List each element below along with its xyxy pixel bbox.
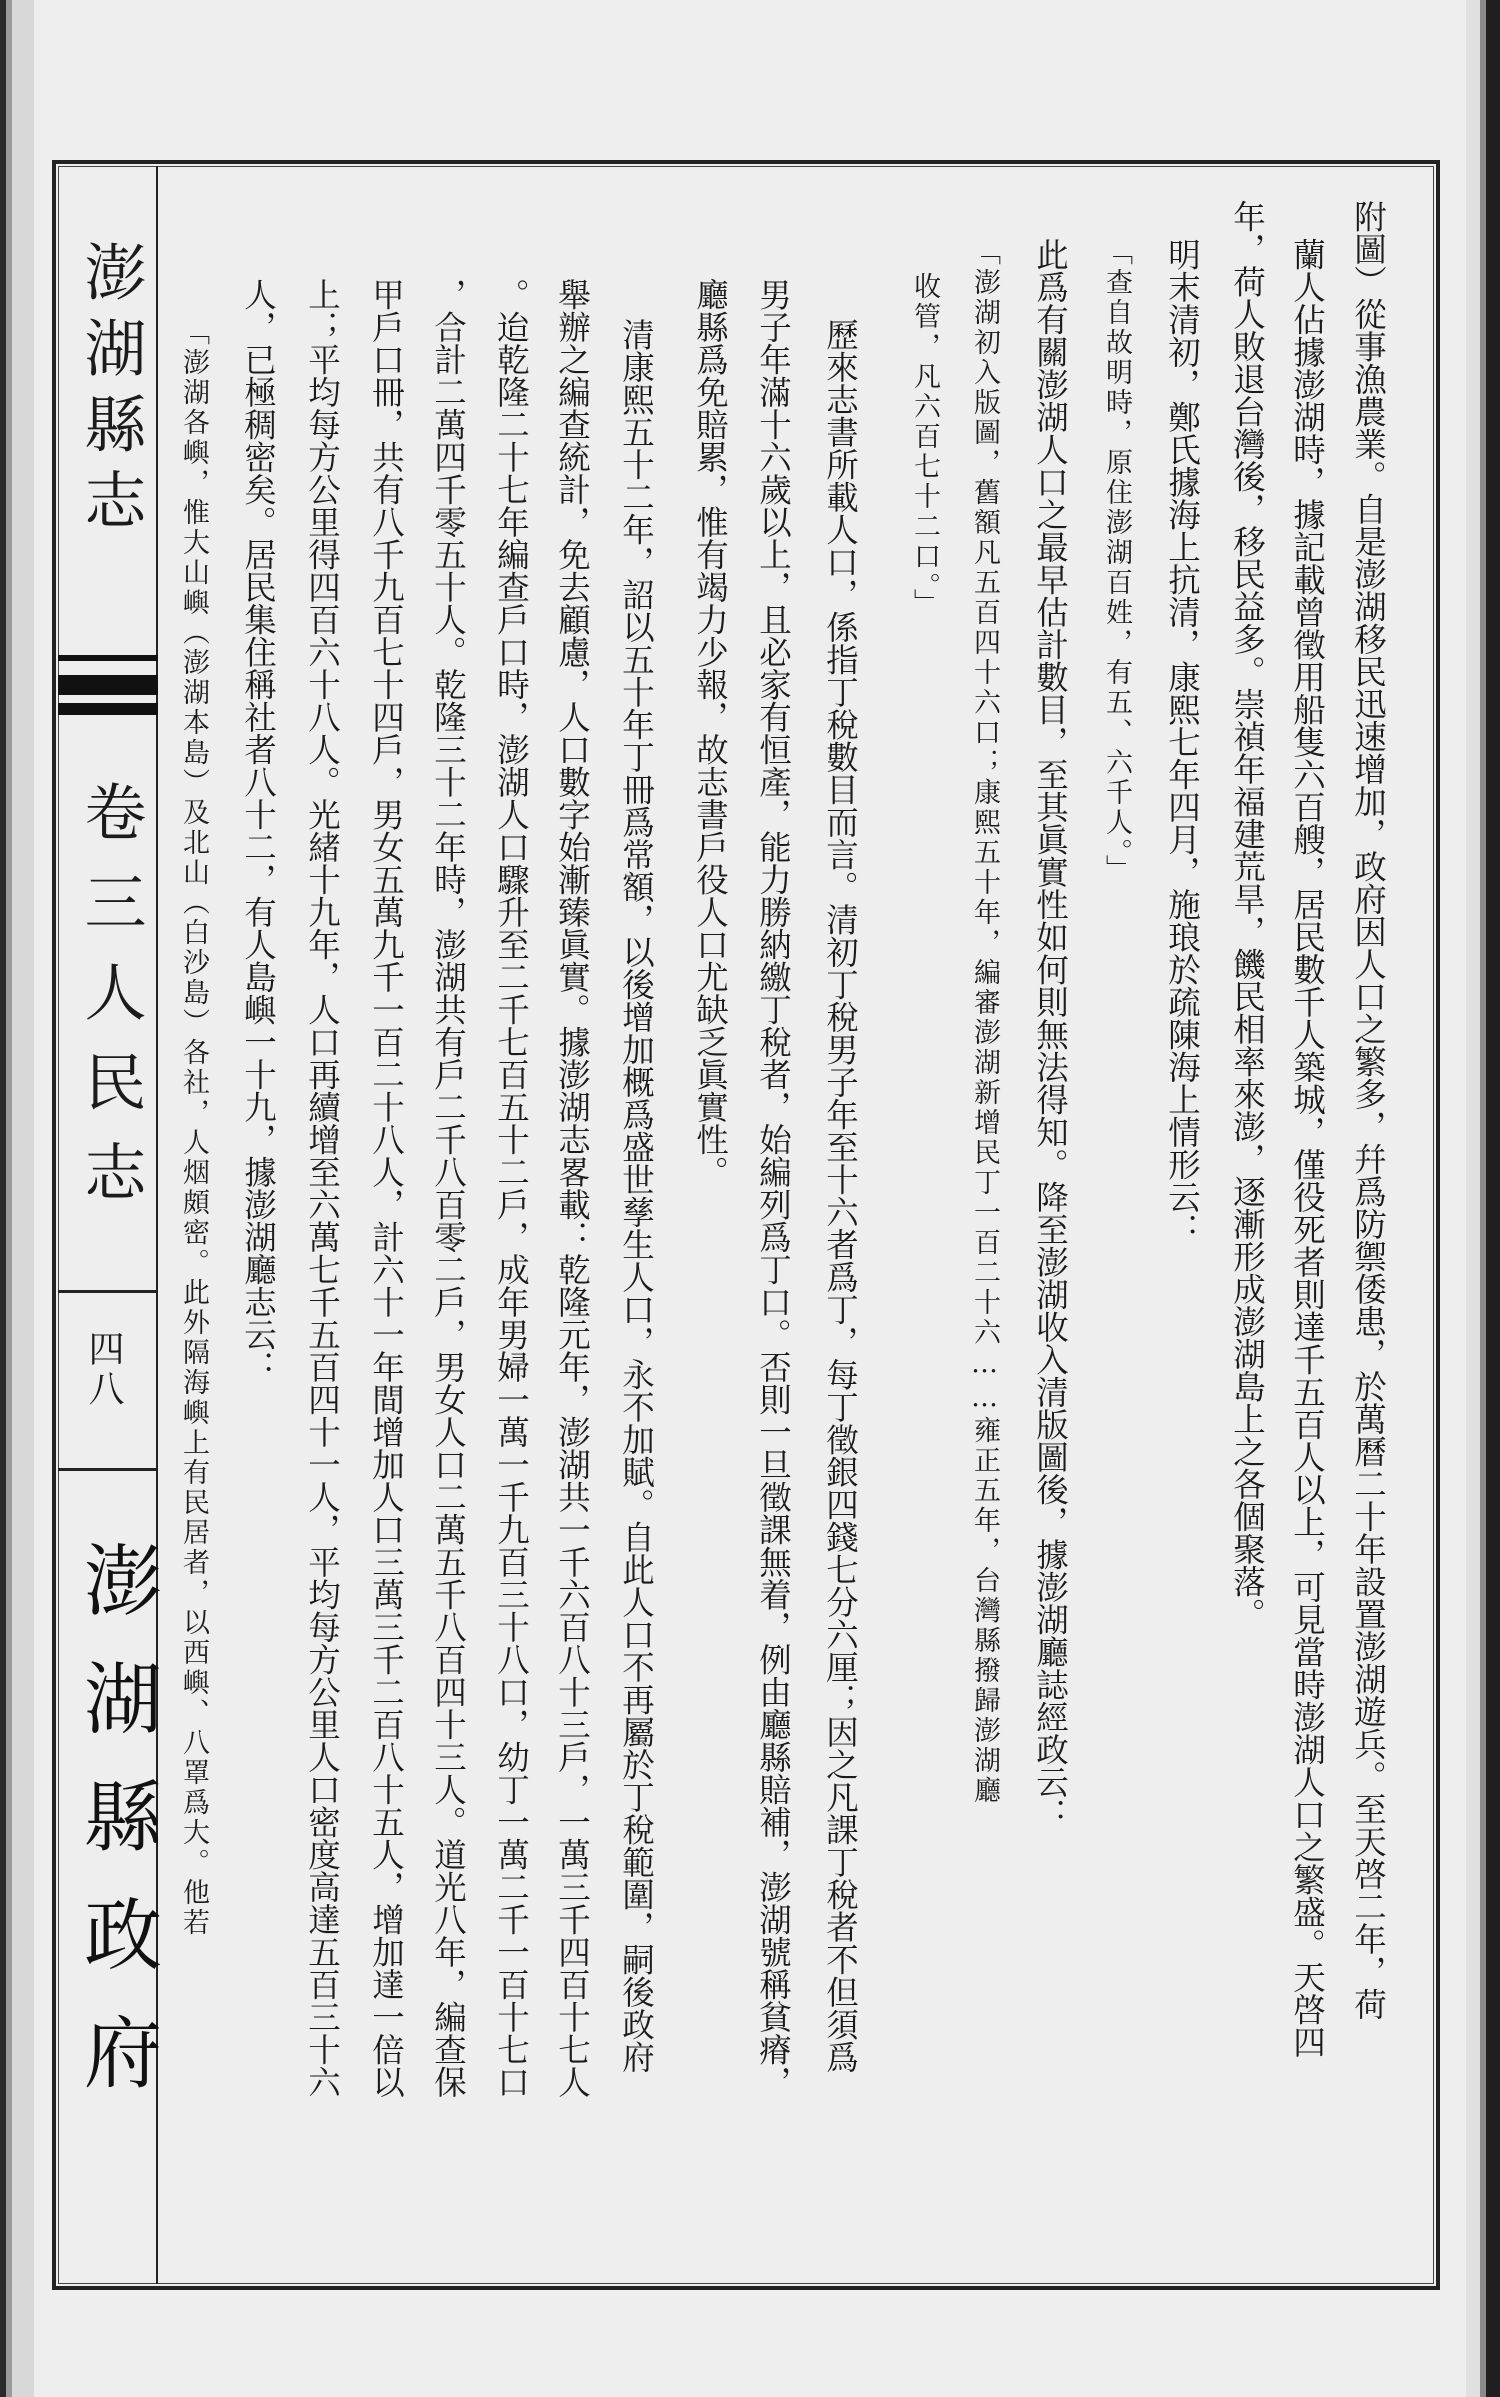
margin-separator-bottom bbox=[58, 1468, 158, 1471]
section-title: 卷三人民志 bbox=[74, 780, 147, 1230]
body-line: 上；平均每方公里得四百六十八人。光緒十九年，人口再續增至六萬七千五百四十一人，平均每方公里人口密度高達五百三十六 bbox=[303, 278, 342, 2098]
margin-separator-top bbox=[58, 1290, 158, 1293]
body-line: 清康熙五十二年，詔以五十年丁冊爲常額，以後增加概爲盛世孳生人口，永不加賦。自此人口不再屬於丁稅範圍，嗣後政府 bbox=[617, 318, 656, 2073]
body-line: 男子年滿十六歲以上，且必家有恒產，能力勝納繳丁稅者，始編列爲丁口。否則一旦徵課無着，例由廳縣賠補，澎湖號稱貧瘠， bbox=[754, 278, 793, 2098]
body-line-quote: 收管，凡六百七十二口。」 bbox=[909, 272, 940, 619]
body-line: 舉辦之編查統計，免去顧慮，人口數字始漸臻眞實。據澎湖志畧載：乾隆元年，澎湖共一千六百八十三戶，一萬三千四百十七人 bbox=[553, 278, 592, 2098]
body-line-quote: 「查自故明時，原住澎湖百姓，有五、六千人。」 bbox=[1101, 238, 1132, 885]
body-line: 。迨乾隆二十七年編查戶口時，澎湖人口驟升至二千七百五十二戶，成年男婦一萬一千九百三十八口，幼丁一萬二千一百十七口 bbox=[492, 278, 531, 2098]
page-number: 四八 bbox=[83, 1330, 124, 1410]
book-title: 澎湖縣志 bbox=[74, 240, 147, 544]
margin-separator-band bbox=[58, 655, 158, 715]
page-edge-left bbox=[0, 0, 34, 2397]
body-line: 歷來志書所載人口，係指丁稅數目而言。清初丁稅男子年至十六者爲丁，每丁徵銀四錢七分六厘；因之凡課丁稅者不但須爲 bbox=[821, 318, 860, 2073]
body-line: 甲戶口冊，共有八千九百七十四戶，男女五萬九千一百二十八人，計六十一年間增加人口三萬三千二百八十五人，增加達一倍以 bbox=[367, 278, 406, 2098]
page-edge-right bbox=[1466, 0, 1500, 2397]
body-line-quote: 「澎湖各嶼，惟大山嶼（澎湖本島）及北山（白沙島）各社，人烟頗密。此外隔海嶼上有民居者，以西嶼、八罩爲大。他若 bbox=[178, 318, 209, 1938]
footer-title: 澎湖縣政府 bbox=[71, 1540, 161, 2130]
body-line: 年，荷人敗退台灣後，移民益多。崇禎年福建荒旱，饑民相率來澎，逐漸形成澎湖島上之各個聚落。 bbox=[1228, 200, 1267, 1630]
body-line: 明末清初，鄭氏據海上抗清，康熙七年四月，施琅於疏陳海上情形云： bbox=[1163, 238, 1202, 1246]
body-line: 蘭人佔據澎湖時，據記載曾徵用船隻六百艘，居民數千人築城，僅役死者則達千五百人以上，可見當時澎湖人口之繁盛。天啓四 bbox=[1288, 238, 1327, 2058]
body-line: 廳縣爲免賠累，惟有竭力少報，故志書戶役人口尤缺乏眞實性。 bbox=[691, 278, 730, 1188]
body-line: 附圖）從事漁農業。自是澎湖移民迅速增加，政府因人口之繁多，幷爲防禦倭患，於萬曆二十年設置澎湖遊兵。至天啓二年，荷 bbox=[1349, 200, 1388, 2020]
body-line: ，合計二萬四千零五十人。乾隆三十二年時，澎湖共有戶二千八百零二戶，男女人口二萬五千八百四十三人。道光八年，編查保 bbox=[429, 278, 468, 2098]
body-line-quote: 「澎湖初入版圖，舊額凡五百四十六口；康熙五十年，編審澎湖新增民丁一百二十六……雍正五年，台灣縣撥歸澎湖廳 bbox=[969, 238, 1000, 1806]
body-line: 人，已極稠密矣。居民集住稱社者八十二，有人島嶼一十九，據澎湖廳志云： bbox=[239, 278, 278, 1383]
body-line: 此爲有關澎湖人口之最早估計數目，至其眞實性如何則無法得知。降至澎湖收入清版圖後，據澎湖廳誌經政云： bbox=[1031, 238, 1070, 1831]
